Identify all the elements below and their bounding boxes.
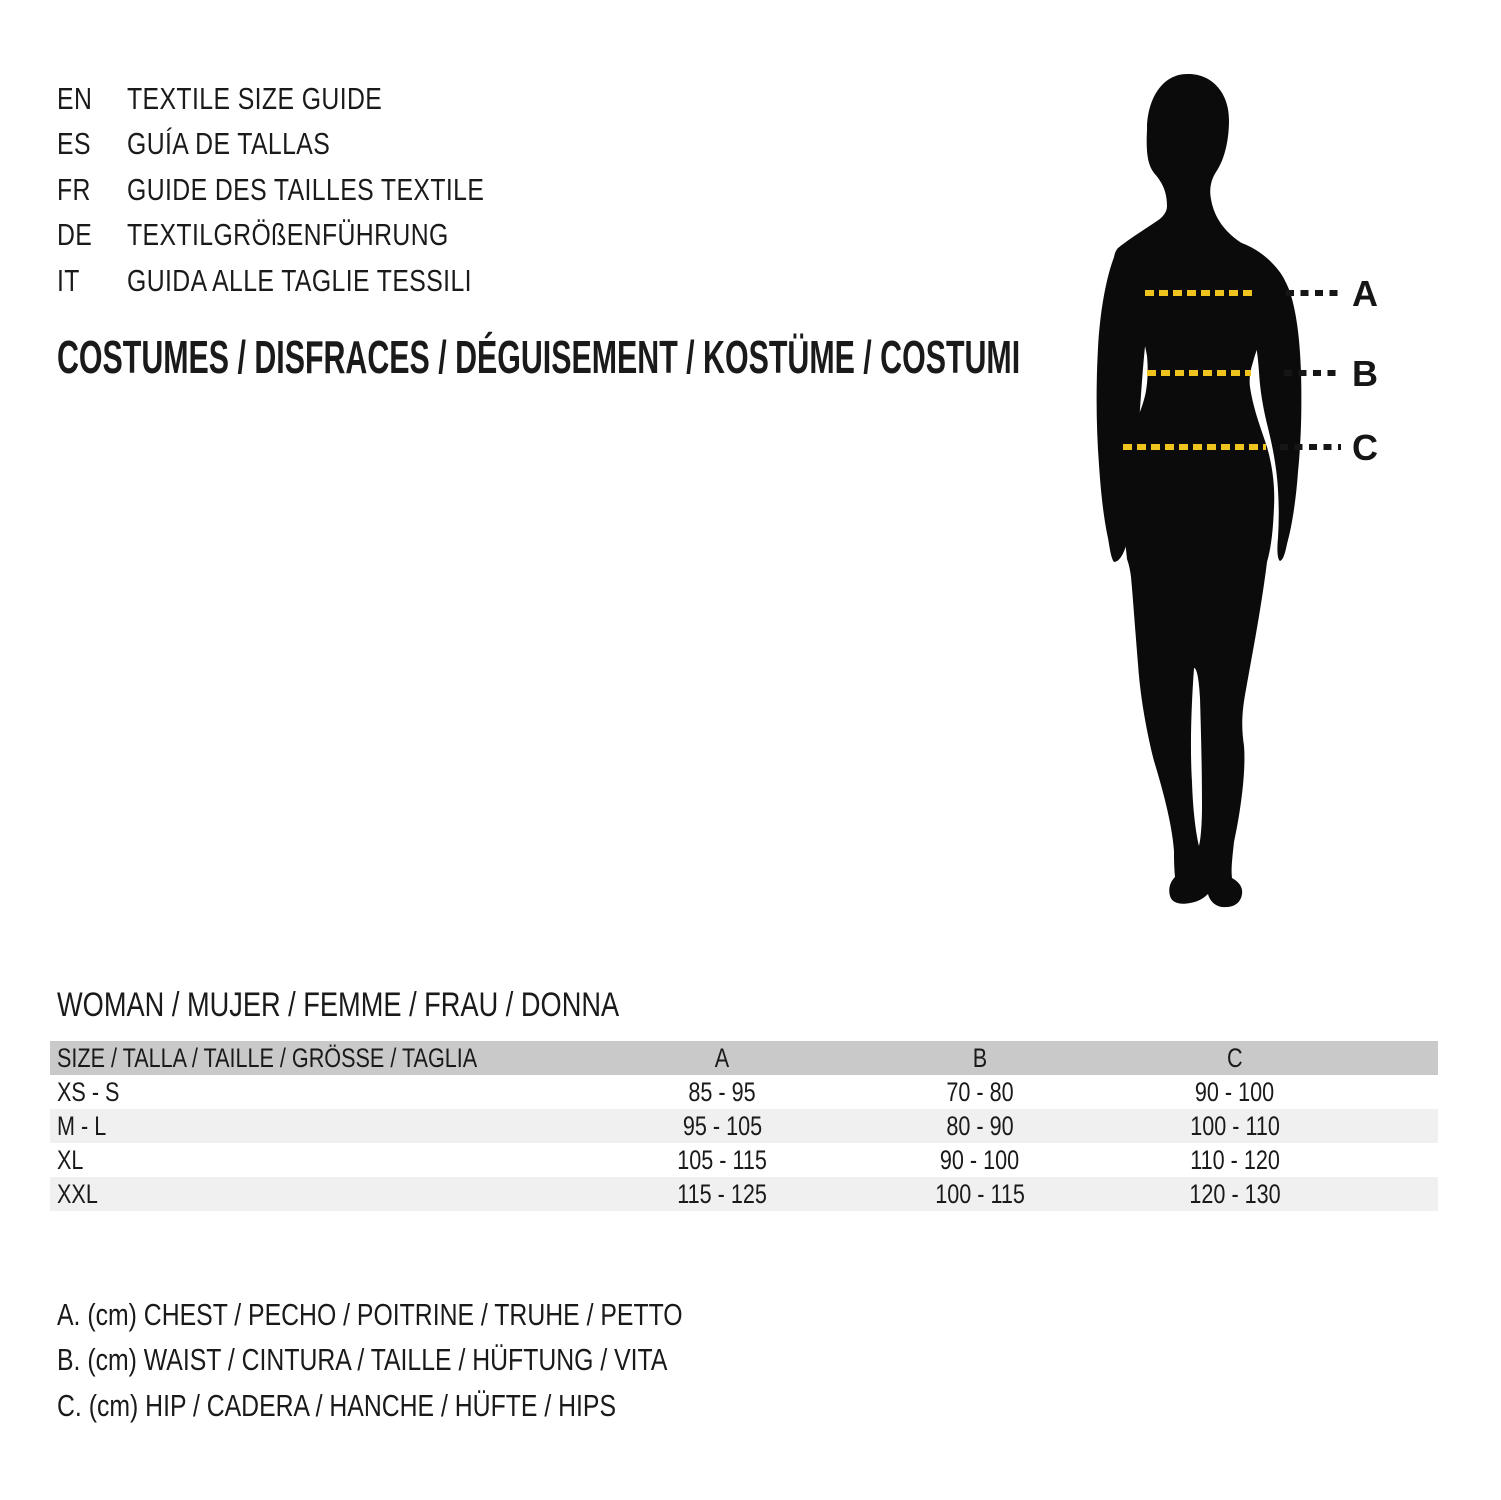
category-title: COSTUMES / DISFRACES / DÉGUISEMENT / KOSTÜME / COSTUMI xyxy=(57,331,1021,383)
language-title: GUÍA DE TALLAS xyxy=(127,126,331,162)
table-row-xs-s xyxy=(50,1075,1438,1109)
value-cell-b: 80 - 90 xyxy=(946,1110,1014,1141)
value-cell-c: 120 - 130 xyxy=(1189,1178,1281,1209)
language-title: TEXTILE SIZE GUIDE xyxy=(127,80,383,116)
measurement-figure xyxy=(1090,70,1390,910)
value-cell-b: 90 - 100 xyxy=(940,1144,1020,1175)
size-table-header-row xyxy=(50,1041,1438,1075)
language-title: TEXTILGRÖßENFÜHRUNG xyxy=(127,217,449,253)
value-cell-c: 110 - 120 xyxy=(1190,1144,1280,1175)
language-code: IT xyxy=(57,262,80,298)
chest-label: A xyxy=(1352,273,1378,314)
language-row-en xyxy=(57,76,574,122)
value-cell-a: 85 - 95 xyxy=(688,1076,757,1107)
language-code: ES xyxy=(57,126,91,162)
header-size-column: SIZE / TALLA / TAILLE / GRÖSSE / TAGLIA xyxy=(57,1042,478,1073)
waist-label: B xyxy=(1352,353,1378,394)
language-row-it xyxy=(57,258,574,304)
size-cell: XXL xyxy=(57,1178,98,1209)
language-code: EN xyxy=(57,80,93,116)
size-table xyxy=(50,1041,1438,1211)
table-row-xxl xyxy=(50,1177,1438,1211)
section-title-woman: WOMAN / MUJER / FEMME / FRAU / DONNA xyxy=(57,986,620,1024)
value-cell-b: 100 - 115 xyxy=(935,1178,1025,1209)
size-cell: XL xyxy=(57,1144,84,1175)
value-cell-a: 95 - 105 xyxy=(682,1110,763,1141)
language-row-es xyxy=(57,122,574,168)
table-row-m-l xyxy=(50,1109,1438,1143)
language-code: DE xyxy=(57,217,93,253)
size-cell: XS - S xyxy=(57,1076,120,1107)
language-row-de xyxy=(57,213,574,259)
woman-silhouette-diagram xyxy=(1090,70,1390,910)
language-row-fr xyxy=(57,167,574,213)
language-title: GUIDA ALLE TAGLIE TESSILI xyxy=(127,262,472,298)
hip-label: C xyxy=(1352,427,1378,468)
language-title: GUIDE DES TAILLES TEXTILE xyxy=(127,171,485,207)
value-cell-c: 100 - 110 xyxy=(1190,1110,1280,1141)
value-cell-c: 90 - 100 xyxy=(1195,1076,1275,1107)
value-cell-a: 115 - 125 xyxy=(677,1178,768,1209)
measurement-legend xyxy=(57,1292,839,1429)
value-cell-b: 70 - 80 xyxy=(946,1076,1014,1107)
language-title-list xyxy=(57,76,574,304)
legend-chest: A. (cm) CHEST / PECHO / POITRINE / TRUHE / PETTO xyxy=(57,1296,683,1332)
header-col-b: B xyxy=(972,1042,988,1073)
table-row-xl xyxy=(50,1143,1438,1177)
size-cell: M - L xyxy=(57,1110,107,1141)
legend-hip: C. (cm) HIP / CADERA / HANCHE / HÜFTE / HIPS xyxy=(57,1387,616,1423)
header-col-a: A xyxy=(715,1042,730,1073)
language-code: FR xyxy=(57,171,91,207)
header-col-c: C xyxy=(1227,1042,1243,1073)
legend-waist: B. (cm) WAIST / CINTURA / TAILLE / HÜFTUNG / VITA xyxy=(57,1342,668,1378)
value-cell-a: 105 - 115 xyxy=(677,1144,768,1175)
